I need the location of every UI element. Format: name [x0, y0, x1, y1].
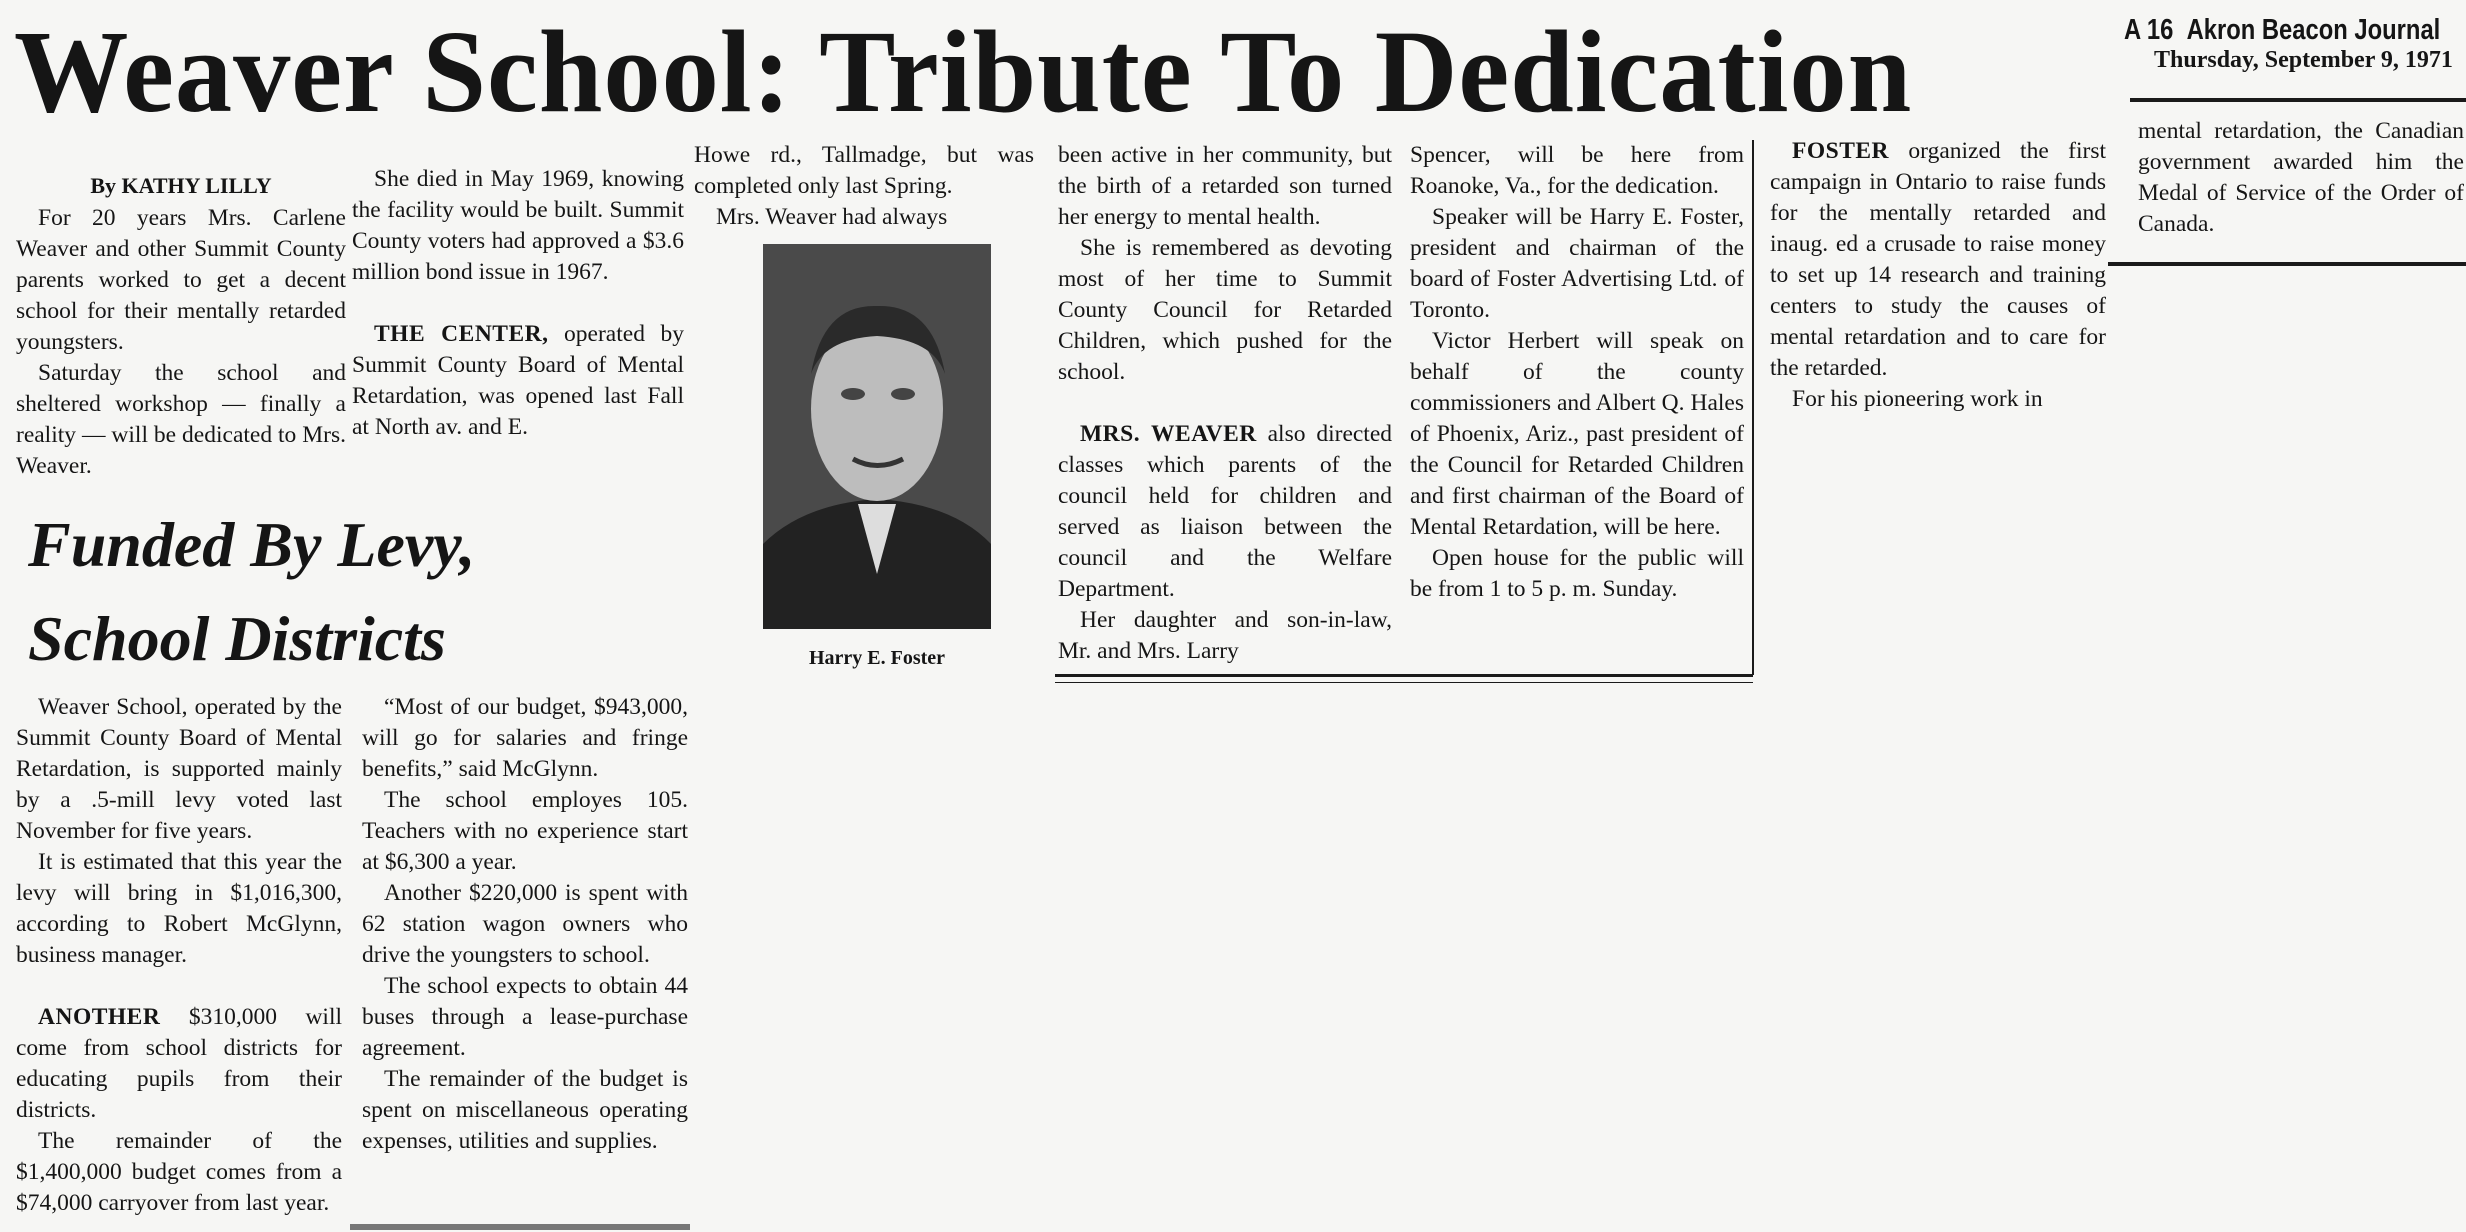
paragraph: It is estimated that this year the levy will bring in $1,016,300, according to Robert McGlynn, business manager.: [16, 849, 342, 968]
paragraph: For 20 years Mrs. Carlene Weaver and other Summit County parents worked to get a decent school for their mentally retarded youngsters.: [16, 205, 346, 355]
subhead-line: Funded By Levy,: [28, 509, 476, 580]
page-number: A 16: [2124, 14, 2174, 46]
paragraph-text: also directed classes which parents of the council held for children and served as liaison between the council and the Welfare Department.: [1058, 421, 1393, 602]
paragraph: [16, 1002, 342, 1126]
masthead-rule: [2130, 98, 2466, 102]
column-4: [1058, 140, 1392, 667]
lead-in: ANOTHER: [38, 1004, 161, 1030]
lead-in: FOSTER: [1792, 138, 1890, 164]
paragraph: The school employes 105. Teachers with no experience start at $6,300 a year.: [362, 787, 688, 875]
paragraph: Spencer, will be here from Roanoke, Va., for the dedication.: [1410, 142, 1744, 199]
portrait-image: [763, 244, 991, 629]
paragraph: [352, 319, 684, 443]
paragraph: Weaver School, operated by the Summit County Board of Mental Retardation, is supported mainly by a .5-mill levy voted last November for five years.: [16, 694, 342, 844]
section-rule: [1055, 674, 1753, 677]
subhead-line: School Districts: [28, 603, 446, 674]
paragraph: For his pioneering work in: [1792, 386, 2043, 412]
paragraph: She died in May 1969, knowing the facility would be built. Summit County voters had approved a $3.6 million bond issue in 1967.: [352, 166, 684, 285]
masthead: [2124, 14, 2466, 74]
paragraph-text: organized the first campaign in Ontario to raise funds for the mentally retarded and inaug. ed a crusade to raise money to set up 14 research and training centers to study the causes of mental retardation and to care for the retarded.: [1770, 138, 2106, 381]
lead-in: THE CENTER,: [374, 321, 549, 347]
paragraph-text: operated by Summit County Board of Mental Retardation, was opened last Fall at North av. and E.: [352, 321, 684, 440]
bottom-rule: [350, 1224, 690, 1230]
paragraph: Her daughter and son-in-law, Mr. and Mrs. Larry: [1058, 607, 1392, 664]
paragraph: [1770, 136, 2106, 384]
masthead-top: [2124, 14, 2441, 47]
paragraph: The remainder of the $1,400,000 budget comes from a $74,000 carryover from last year.: [16, 1128, 342, 1216]
column-1: [16, 170, 346, 482]
paragraph: Speaker will be Harry E. Foster, president and chairman of the board of Foster Advertising Ltd. of Toronto.: [1410, 204, 1744, 323]
paragraph: Saturday the school and sheltered workshop — finally a reality — will be dedicated to Mrs. Weaver.: [16, 360, 346, 479]
lower-column-1: [16, 692, 342, 1219]
headline: Weaver School: Tribute To Dedication: [14, 6, 1913, 137]
paragraph-text: $310,000 will come from school districts for educating pupils from their districts.: [16, 1004, 343, 1123]
issue-date: Thursday, September 9, 1971: [2154, 47, 2453, 73]
paragraph: Victor Herbert will speak on behalf of the county commissioners and Albert Q. Hales of Phoenix, Ariz., past president of the Council for Retarded Children and first chairman of the Board of Mental Retardation, will be here.: [1410, 328, 1744, 540]
paragraph: Howe rd., Tallmadge, but was completed only last Spring.: [694, 142, 1034, 199]
paragraph: mental retardation, the Canadian government awarded him the Medal of Service of the Order of Canada.: [2138, 118, 2464, 237]
lower-column-2: [362, 692, 688, 1157]
paragraph: Open house for the public will be from 1 to 5 p. m. Sunday.: [1410, 545, 1744, 602]
section-rule-thin: [1055, 682, 1753, 683]
lead-in: MRS. WEAVER: [1080, 421, 1257, 447]
paragraph: Another $220,000 is spent with 62 station wagon owners who drive the youngsters to school.: [362, 880, 688, 968]
box-bottom-rule: [2108, 262, 2466, 266]
paragraph: been active in her community, but the birth of a retarded son turned her energy to mental health.: [1058, 142, 1392, 230]
column-6: [1770, 136, 2106, 415]
column-3: [694, 140, 1034, 233]
photo-caption: Harry E. Foster: [808, 647, 946, 669]
column-2: [352, 164, 684, 443]
paper-name: Akron Beacon Journal: [2186, 14, 2441, 46]
paragraph: “Most of our budget, $943,000, will go for salaries and fringe benefits,” said McGlynn.: [362, 694, 688, 782]
paragraph: Mrs. Weaver had always: [716, 204, 948, 230]
paragraph: She is remembered as devoting most of her time to Summit County Council for Retarded Children, which pushed for the school.: [1058, 235, 1392, 385]
portrait-photo: [763, 244, 991, 629]
column-7: [2138, 116, 2464, 240]
column-5: [1410, 140, 1744, 605]
subheadline: [28, 498, 475, 686]
vertical-rule: [1752, 140, 1754, 675]
paragraph: [1058, 419, 1392, 605]
paragraph: The remainder of the budget is spent on miscellaneous operating expenses, utilities and supplies.: [362, 1066, 688, 1154]
byline: By KATHY LILLY: [90, 173, 272, 198]
paragraph: The school expects to obtain 44 buses through a lease-purchase agreement.: [362, 973, 688, 1061]
